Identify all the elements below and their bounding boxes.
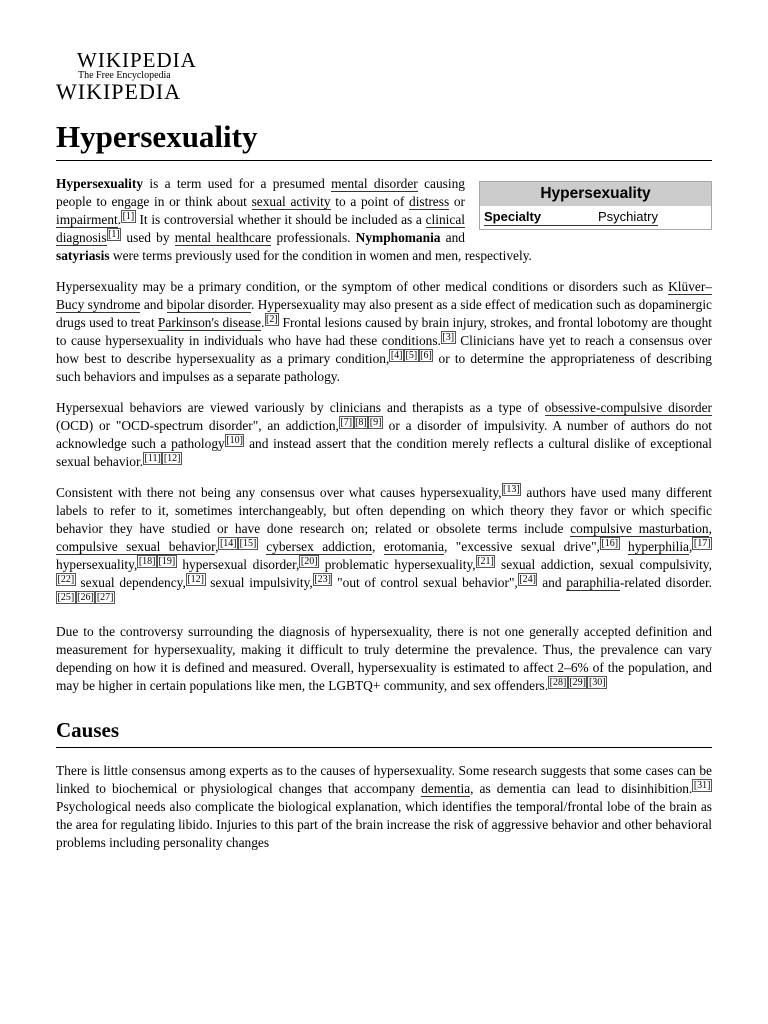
citation-link[interactable]: [12] [163, 452, 181, 464]
infobox-title: Hypersexuality [480, 182, 711, 206]
citation-link[interactable]: [6] [420, 349, 432, 361]
link-erotomania[interactable]: erotomania [383, 539, 445, 554]
citation-link[interactable]: [2] [266, 313, 278, 325]
citation-link[interactable]: [7] [340, 416, 353, 428]
citation-link[interactable]: [16] [601, 537, 619, 549]
citation-link[interactable]: [1] [108, 228, 120, 240]
logo-wordmark-small: WIKIPEDIA [56, 79, 182, 104]
citation-link[interactable]: [28] [549, 676, 567, 688]
citation-link[interactable]: [25] [57, 591, 75, 603]
paragraph: Hypersexuality may be a primary condition, or the symptom of other medical conditions or disorders such as Klüver–Bucy syndrome and bipolar disorder. Hypersexuality may also present as a side effect of medication such as dopaminergic drugs used to treat Parkinson's disease. [2] Frontal lesions caused by brain injury, strokes, and frontal lobotomy are thought to cause hypersexuality in individuals who have had these conditions. [3] Clinicians have yet to reach a consensus over how best to describe hypersexuality as a primary condition, [4] [5] [6] or to determine the appropriateness of describing such behaviors and impulses as a separate pathology. [56, 279, 713, 384]
citation-link[interactable]: [19] [158, 555, 176, 567]
link-mental-healthcare[interactable]: mental healthcare [174, 230, 272, 245]
logo-tagline: The Free Encyclopedia [78, 70, 171, 81]
citation-link[interactable]: [5] [405, 349, 418, 361]
citation-link[interactable]: [10] [226, 434, 243, 446]
link-clinical-diagnosis[interactable]: clinical diagnosis [56, 212, 465, 245]
citation-link[interactable]: [17] [693, 537, 711, 549]
citation-link[interactable]: [30] [588, 676, 606, 688]
page-title: Hypersexuality [56, 118, 712, 161]
citation-link[interactable]: [26] [77, 591, 94, 603]
citation-link[interactable]: [12] [187, 573, 205, 585]
citation-link[interactable]: [11] [144, 452, 161, 464]
wikipedia-logo[interactable] [56, 50, 197, 102]
citation-link[interactable]: [14] [219, 537, 237, 549]
bold-term: Nymphomania [355, 230, 441, 245]
link-parkinsons-disease[interactable]: Parkinson's disease [157, 315, 262, 330]
link-bipolar-disorder[interactable]: bipolar disorder [166, 297, 252, 312]
citation-link[interactable]: [8] [355, 416, 367, 428]
paragraph: Hypersexual behaviors are viewed variously by clinicians and therapists as a type of obsessive-compulsive disorder (OCD) or "OCD-spectrum disorder", an addiction, [7] [8] [9] or a disorder of impulsivity. A number of authors do not acknowledge such a pathology [10] and instead assert that the condition merely reflects a cultural dislike of exceptional sexual behavior. [11] [12] [56, 400, 713, 469]
link-sexual-activity[interactable]: sexual activity [251, 194, 331, 209]
citation-link[interactable]: [20] [300, 555, 318, 567]
citation-link[interactable]: [13] [503, 483, 520, 495]
link-paraphilia[interactable]: paraphilia [566, 575, 620, 590]
link-ocd[interactable]: obsessive-compulsive disorder [544, 400, 713, 415]
link-kluver-bucy[interactable]: Klüver–Bucy syndrome [56, 279, 712, 312]
bold-term: Hypersexuality [56, 176, 144, 191]
bold-term: satyriasis [56, 248, 110, 263]
link-hyperphilia[interactable]: hyperphilia [628, 539, 689, 554]
paragraph: Due to the controversy surrounding the diagnosis of hypersexuality, there is not one generally accepted definition and measurement for hypersexuality, making it difficult to truly determine the prevalence. Thus, the prevalence can vary depending on how it is defined and measured. Overall, hypersexuality is estimated to affect 2–6% of the population, and may be higher in certain populations like men, the LGBTQ+ community, and sex offenders. [28] [29] [30] [56, 624, 712, 693]
citation-link[interactable]: [18] [138, 555, 156, 567]
citation-link[interactable]: [22] [57, 573, 75, 585]
citation-link[interactable]: [29] [569, 676, 586, 688]
citation-link[interactable]: [15] [239, 537, 257, 549]
section-heading-causes: Causes [56, 717, 712, 748]
link-mental-disorder[interactable]: mental disorder [331, 176, 418, 191]
infobox-row [480, 206, 711, 229]
infobox-value-link[interactable]: Psychiatry [598, 209, 658, 224]
link-distress[interactable]: distress [409, 194, 450, 209]
link-compulsive-masturbation[interactable]: compulsive masturbation [570, 521, 709, 536]
citation-link[interactable]: [23] [314, 573, 331, 585]
paragraph-intro: Hypersexuality is a term used for a presumed mental disorder causing people to engage in or think about sexual activity to a point of distress or impairment. [1] It is controversial whether it should be included as a clinical diagnosis [1] used by mental healthcare professionals. Nymphomania and satyriasis were terms previously used for the condition in women and men, respectively. [56, 176, 532, 263]
paragraph: Consistent with there not being any consensus over what causes hypersexuality, [13] authors have used many different labels to refer to it, sometimes interchangeably, but often depending on which theory they favor or which specific behavior they have studied or have done research on; related or obsolete terms include compulsive masturbation, compulsive sexual behavior, [14] [15] cybersex addiction, erotomania, "excessive sexual drive", [16] hyperphilia, [17] hypersexuality, [18] [19] hypersexual disorder, [20] problematic hypersexuality, [21] sexual addiction, sexual compulsivity,[22] sexual dependency, [12] sexual impulsivity, [23] "out of control sexual behavior", [24] and paraphilia-related disorder.[25] [26] [27] [56, 483, 713, 603]
citation-link[interactable]: [24] [519, 573, 536, 585]
link-cybersex-addiction[interactable]: cybersex addiction [266, 539, 373, 554]
citation-link[interactable]: [31] [693, 779, 711, 791]
citation-link[interactable]: [9] [369, 416, 382, 428]
link-impairment[interactable]: impairment [56, 212, 118, 227]
citation-link[interactable]: [27] [96, 591, 114, 603]
infobox-label-link[interactable]: Specialty [484, 209, 598, 226]
citation-link[interactable]: [21] [477, 555, 494, 567]
infobox [479, 181, 712, 230]
link-dementia[interactable]: dementia [421, 781, 471, 796]
article-body [56, 175, 712, 865]
citation-link[interactable]: [1] [122, 210, 135, 222]
citation-link[interactable]: [4] [390, 349, 403, 361]
link-compulsive-sexual-behavior[interactable]: compulsive sexual behavior [56, 539, 216, 554]
paragraph: There is little consensus among experts as to the causes of hypersexuality. Some research suggests that some cases can be linked to biochemical or physiological changes that accompany dementia, as dementia can lead to disinhibition. [31] Psychological needs also complicate the biological explanation, which identifies the temporal/frontal lobe of the brain as the area for regulating libido. Injuries to this part of the brain increase the risk of aggressive behavior and other behavioral problems including personality changes [56, 763, 712, 850]
citation-link[interactable]: [3] [442, 331, 455, 343]
logo-wordmark: WIKIPEDIA [77, 48, 197, 72]
